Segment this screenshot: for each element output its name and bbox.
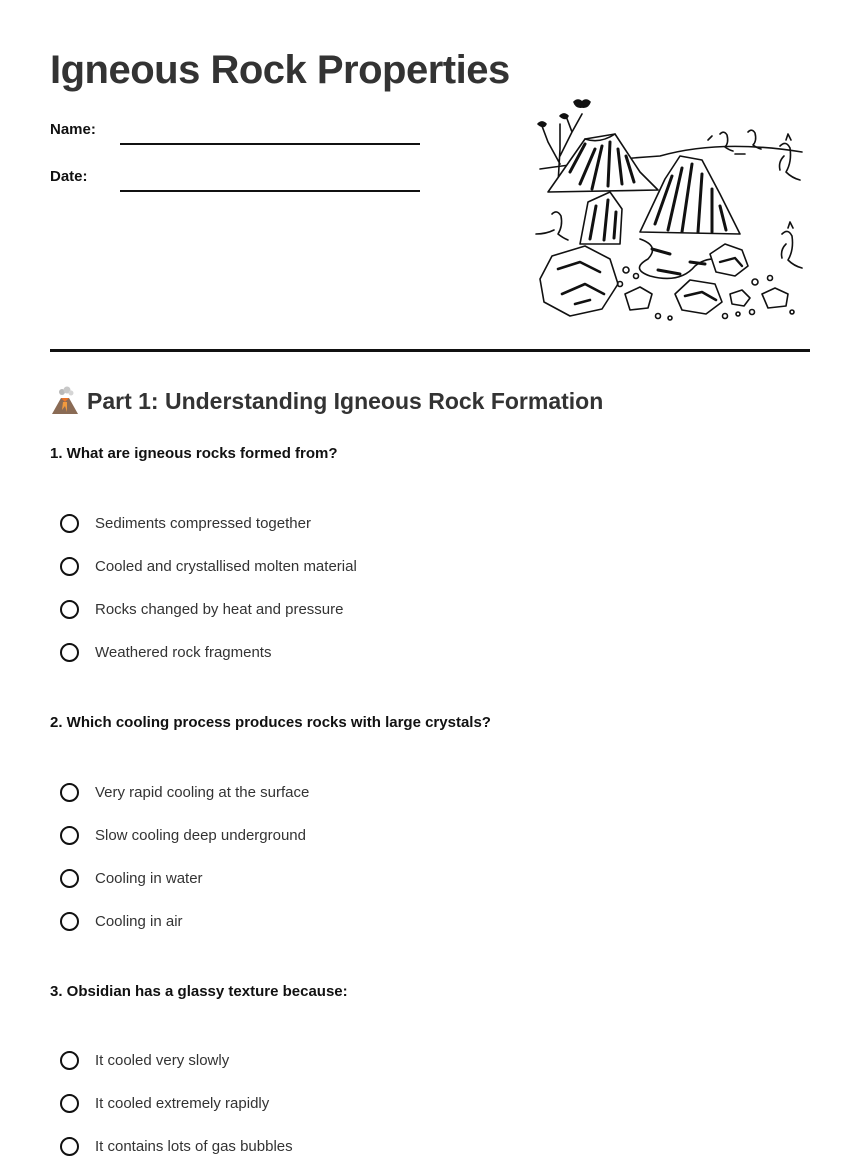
option-label: Cooled and crystallised molten material	[95, 557, 357, 575]
option-label: Cooling in water	[95, 869, 203, 887]
radio-button[interactable]	[60, 557, 79, 576]
radio-button[interactable]	[60, 514, 79, 533]
option-label: Slow cooling deep underground	[95, 826, 306, 844]
option-label: Weathered rock fragments	[95, 643, 272, 661]
option-label: It contains lots of gas bubbles	[95, 1137, 293, 1155]
q3-option-3[interactable]	[60, 1134, 293, 1158]
radio-button[interactable]	[60, 826, 79, 845]
question-1: 1. What are igneous rocks formed from?	[50, 445, 338, 462]
radio-button[interactable]	[60, 600, 79, 619]
q3-option-1[interactable]	[60, 1048, 229, 1072]
q1-option-3[interactable]	[60, 597, 344, 621]
radio-button[interactable]	[60, 783, 79, 802]
question-3: 3. Obsidian has a glassy texture because:	[50, 983, 348, 1000]
date-field[interactable]	[120, 190, 420, 192]
radio-button[interactable]	[60, 869, 79, 888]
option-label: It cooled very slowly	[95, 1051, 230, 1069]
section-heading-text: Part 1: Understanding Igneous Rock Formation	[87, 387, 604, 414]
option-label: Sediments compressed together	[95, 514, 311, 532]
name-field[interactable]	[120, 143, 420, 145]
q2-option-2[interactable]	[60, 823, 306, 847]
radio-button[interactable]	[60, 1137, 79, 1156]
q1-option-1[interactable]	[60, 511, 311, 535]
option-label: Cooling in air	[95, 912, 183, 930]
question-2: 2. Which cooling process produces rocks with large crystals?	[50, 714, 491, 731]
worksheet-title: Igneous Rock Properties	[50, 48, 510, 92]
section-divider	[50, 349, 810, 352]
volcano-icon	[50, 386, 80, 416]
option-label: Very rapid cooling at the surface	[95, 783, 310, 801]
option-label: It cooled extremely rapidly	[95, 1094, 270, 1112]
radio-button[interactable]	[60, 643, 79, 662]
q1-option-4[interactable]	[60, 640, 271, 664]
radio-button[interactable]	[60, 1051, 79, 1070]
rock-landscape-illustration	[530, 94, 812, 326]
q3-option-2[interactable]	[60, 1091, 269, 1115]
q2-option-1[interactable]	[60, 780, 309, 804]
name-label: Name:	[50, 121, 96, 138]
date-label: Date:	[50, 168, 88, 185]
q2-option-4[interactable]	[60, 909, 183, 933]
q1-option-2[interactable]	[60, 554, 357, 578]
option-label: Rocks changed by heat and pressure	[95, 600, 344, 618]
q2-option-3[interactable]	[60, 866, 203, 890]
radio-button[interactable]	[60, 912, 79, 931]
section-heading	[50, 386, 603, 416]
radio-button[interactable]	[60, 1094, 79, 1113]
